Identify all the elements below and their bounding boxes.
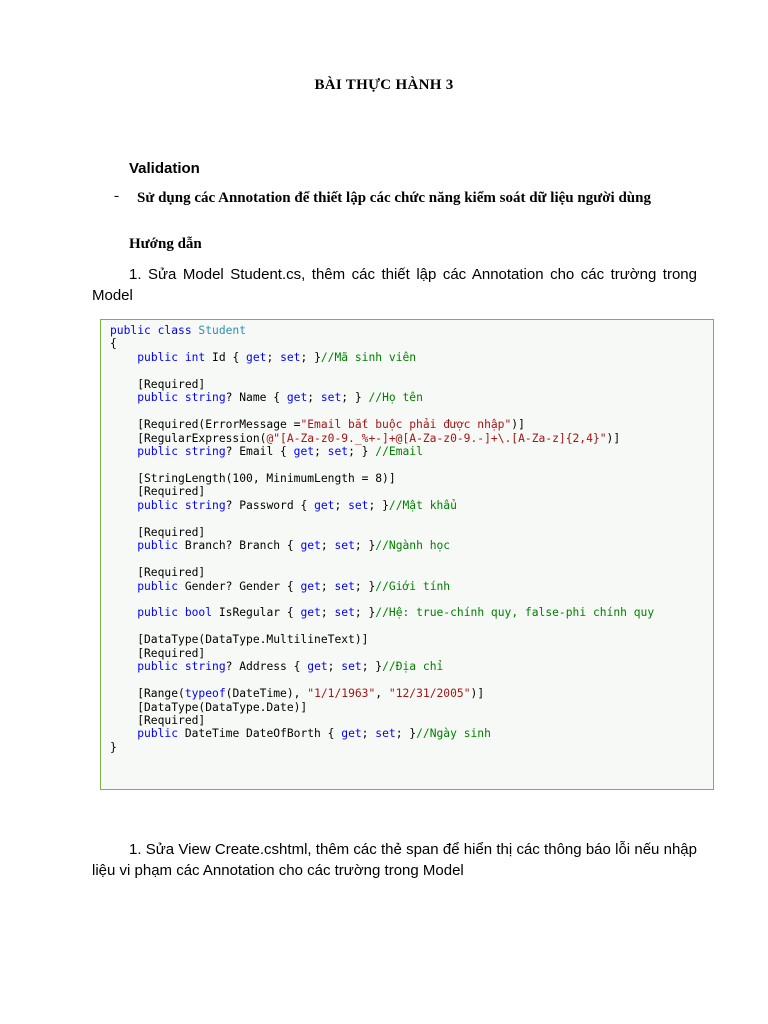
code-line — [110, 593, 654, 606]
code-token: Id { — [205, 350, 247, 364]
code-block — [100, 319, 714, 790]
code-line — [110, 606, 654, 619]
code-token: [Required] — [110, 377, 206, 391]
code-token: ; — [361, 727, 376, 741]
code-line — [110, 741, 654, 754]
code-token: [DataType(DataType.Date)] — [110, 700, 308, 714]
code-token: @"[A-Za-z0-9._%+-]+@[A-Za-z0-9.-]+\.[A-Za-z]{2,4}" — [266, 431, 607, 445]
code-token: get — [300, 579, 321, 593]
code-token: Gender? Gender { — [178, 579, 301, 593]
code-token: ; — [320, 539, 335, 553]
code-token — [110, 391, 137, 404]
code-token: public int — [137, 350, 206, 364]
code-line — [110, 701, 654, 714]
code-line — [110, 660, 654, 673]
code-token: get — [300, 539, 321, 553]
code-token: )] — [511, 418, 525, 432]
code-token: ; — [266, 350, 281, 364]
code-token: //Ngày sinh — [416, 727, 491, 741]
code-token: "Email bắt buộc phải được nhập" — [300, 418, 512, 432]
code-line — [110, 727, 654, 740]
code-token: Branch? Branch { — [178, 539, 301, 553]
code-line — [110, 351, 654, 364]
code-token: //Họ tên — [368, 391, 423, 405]
code-token — [110, 580, 137, 593]
code-token: public — [137, 539, 179, 553]
code-token: get — [341, 727, 362, 741]
code-token: ; — [320, 579, 335, 593]
code-token: )] — [470, 687, 485, 701]
code-line — [110, 432, 654, 445]
code-token: [Required] — [110, 714, 206, 728]
code-token: { — [110, 337, 117, 351]
code-token: ; } — [300, 350, 321, 364]
code-line — [110, 714, 654, 727]
code-token: get — [286, 391, 308, 405]
code-token — [110, 445, 137, 458]
code-token: ; — [327, 660, 342, 674]
code-token: public string — [137, 445, 226, 459]
code-token: //Mật khẩu — [388, 498, 457, 512]
code-token: set — [280, 350, 301, 364]
code-token: [Required] — [110, 525, 206, 539]
code-token: public — [137, 579, 179, 593]
bullet-dash: - — [114, 188, 119, 204]
code-token: ; } — [341, 391, 369, 405]
code-token: set — [320, 391, 342, 405]
code-token: ; } — [368, 498, 389, 512]
code-token: ; } — [354, 606, 376, 620]
page-title: BÀI THỰC HÀNH 3 — [314, 77, 454, 93]
code-line — [110, 378, 654, 391]
step-one-text: 1. Sửa Model Student.cs, thêm các thiết lập các Annotation cho các trường trong Model — [92, 266, 697, 304]
code-token: get — [307, 660, 328, 674]
bullet-text: Sử dụng các Annotation để thiết lập các chức năng kiểm soát dữ liệu người dùng — [137, 190, 651, 206]
code-token: public string — [137, 391, 226, 405]
code-token: ; } — [361, 660, 383, 674]
code-token: get — [293, 445, 315, 459]
code-line — [110, 580, 654, 593]
code-line — [110, 647, 654, 660]
code-token: get — [314, 498, 335, 512]
code-token: set — [348, 498, 369, 512]
code-token: ; — [314, 445, 328, 459]
code-token: //Địa chỉ — [382, 660, 444, 674]
code-line — [110, 633, 654, 646]
code-line — [110, 445, 654, 458]
code-token: (DateTime), — [225, 687, 308, 701]
code-token: ; } — [395, 727, 417, 741]
code-token: } — [110, 740, 117, 754]
code-token: //Giới tính — [375, 579, 451, 593]
section-heading: Validation — [129, 160, 200, 177]
code-line — [110, 405, 654, 418]
code-token: [Required] — [110, 646, 206, 660]
code-line — [110, 337, 654, 350]
code-line — [110, 472, 654, 485]
code-token: set — [334, 579, 355, 593]
code-token: "1/1/1963" — [307, 687, 376, 701]
code-token: set — [334, 539, 355, 553]
code-line — [110, 539, 654, 552]
code-token: ; — [334, 498, 349, 512]
code-token: [Required] — [110, 566, 206, 580]
code-token: public class — [110, 324, 199, 337]
code-token: ? Name { — [225, 391, 287, 405]
code-token: public — [137, 727, 179, 741]
code-token: [Range( — [110, 687, 185, 701]
code-token: public bool — [137, 606, 213, 620]
code-line — [110, 459, 654, 472]
code-token: public string — [137, 660, 226, 674]
code-token: [RegularExpression( — [110, 431, 267, 445]
code-token: //Hệ: true-chính quy, false-phi chính quy — [375, 606, 655, 620]
code-token: typeof — [184, 687, 226, 701]
code-token: )] — [606, 431, 621, 445]
step-two-text: 1. Sửa View Create.cshtml, thêm các thẻ span để hiển thị các thông báo lỗi nếu nhập liệu vi phạm các Annotation cho các trường trong Model — [92, 841, 697, 879]
code-line — [110, 566, 654, 579]
code-line — [110, 674, 654, 687]
code-line — [110, 418, 654, 431]
code-token: [StringLength(100, MinimumLength = 8)] — [110, 471, 396, 485]
code-token: ; } — [354, 539, 376, 553]
code-token: ? Address { — [225, 660, 308, 674]
code-line — [110, 485, 654, 498]
code-token: ; — [307, 391, 321, 405]
code-line — [110, 499, 654, 512]
code-token — [110, 539, 137, 552]
code-token: [Required(ErrorMessage = — [110, 418, 301, 432]
code-token: //Email — [375, 445, 423, 459]
code-token: set — [334, 606, 355, 620]
code-token — [110, 660, 137, 673]
code-token: set — [341, 660, 362, 674]
code-token: get — [300, 606, 321, 620]
code-token: set — [327, 445, 349, 459]
code-token: ; — [320, 606, 335, 620]
code-line — [110, 364, 654, 377]
code-token — [110, 499, 137, 512]
code-token: set — [375, 727, 396, 741]
code-token — [110, 351, 137, 364]
code-line — [110, 324, 654, 337]
code-line — [110, 512, 654, 525]
code-line — [110, 553, 654, 566]
guide-heading: Hướng dẫn — [129, 236, 202, 252]
code-token: ; } — [354, 579, 376, 593]
code-token: Student — [198, 324, 247, 337]
code-token: [Required] — [110, 485, 206, 499]
code-line — [110, 526, 654, 539]
code-token: ? Password { — [225, 498, 315, 512]
code-token: ? Email { — [225, 445, 294, 459]
code-token — [110, 727, 137, 740]
code-token: [DataType(DataType.MultilineText)] — [110, 633, 369, 647]
code-token: ; } — [348, 445, 376, 459]
code-line — [110, 391, 654, 404]
code-line — [110, 687, 654, 700]
code-token: //Mã sinh viên — [320, 350, 417, 364]
code-token: , — [375, 687, 389, 701]
code-token: "12/31/2005" — [388, 687, 471, 701]
code-token: //Ngành học — [375, 539, 451, 553]
code-token: IsRegular { — [212, 606, 301, 620]
code-token: get — [246, 350, 267, 364]
code-line — [110, 620, 654, 633]
code-token: DateTime DateOfBorth { — [178, 727, 342, 741]
code-token: public string — [137, 498, 226, 512]
code-token — [110, 606, 137, 619]
code-lines — [110, 324, 654, 754]
